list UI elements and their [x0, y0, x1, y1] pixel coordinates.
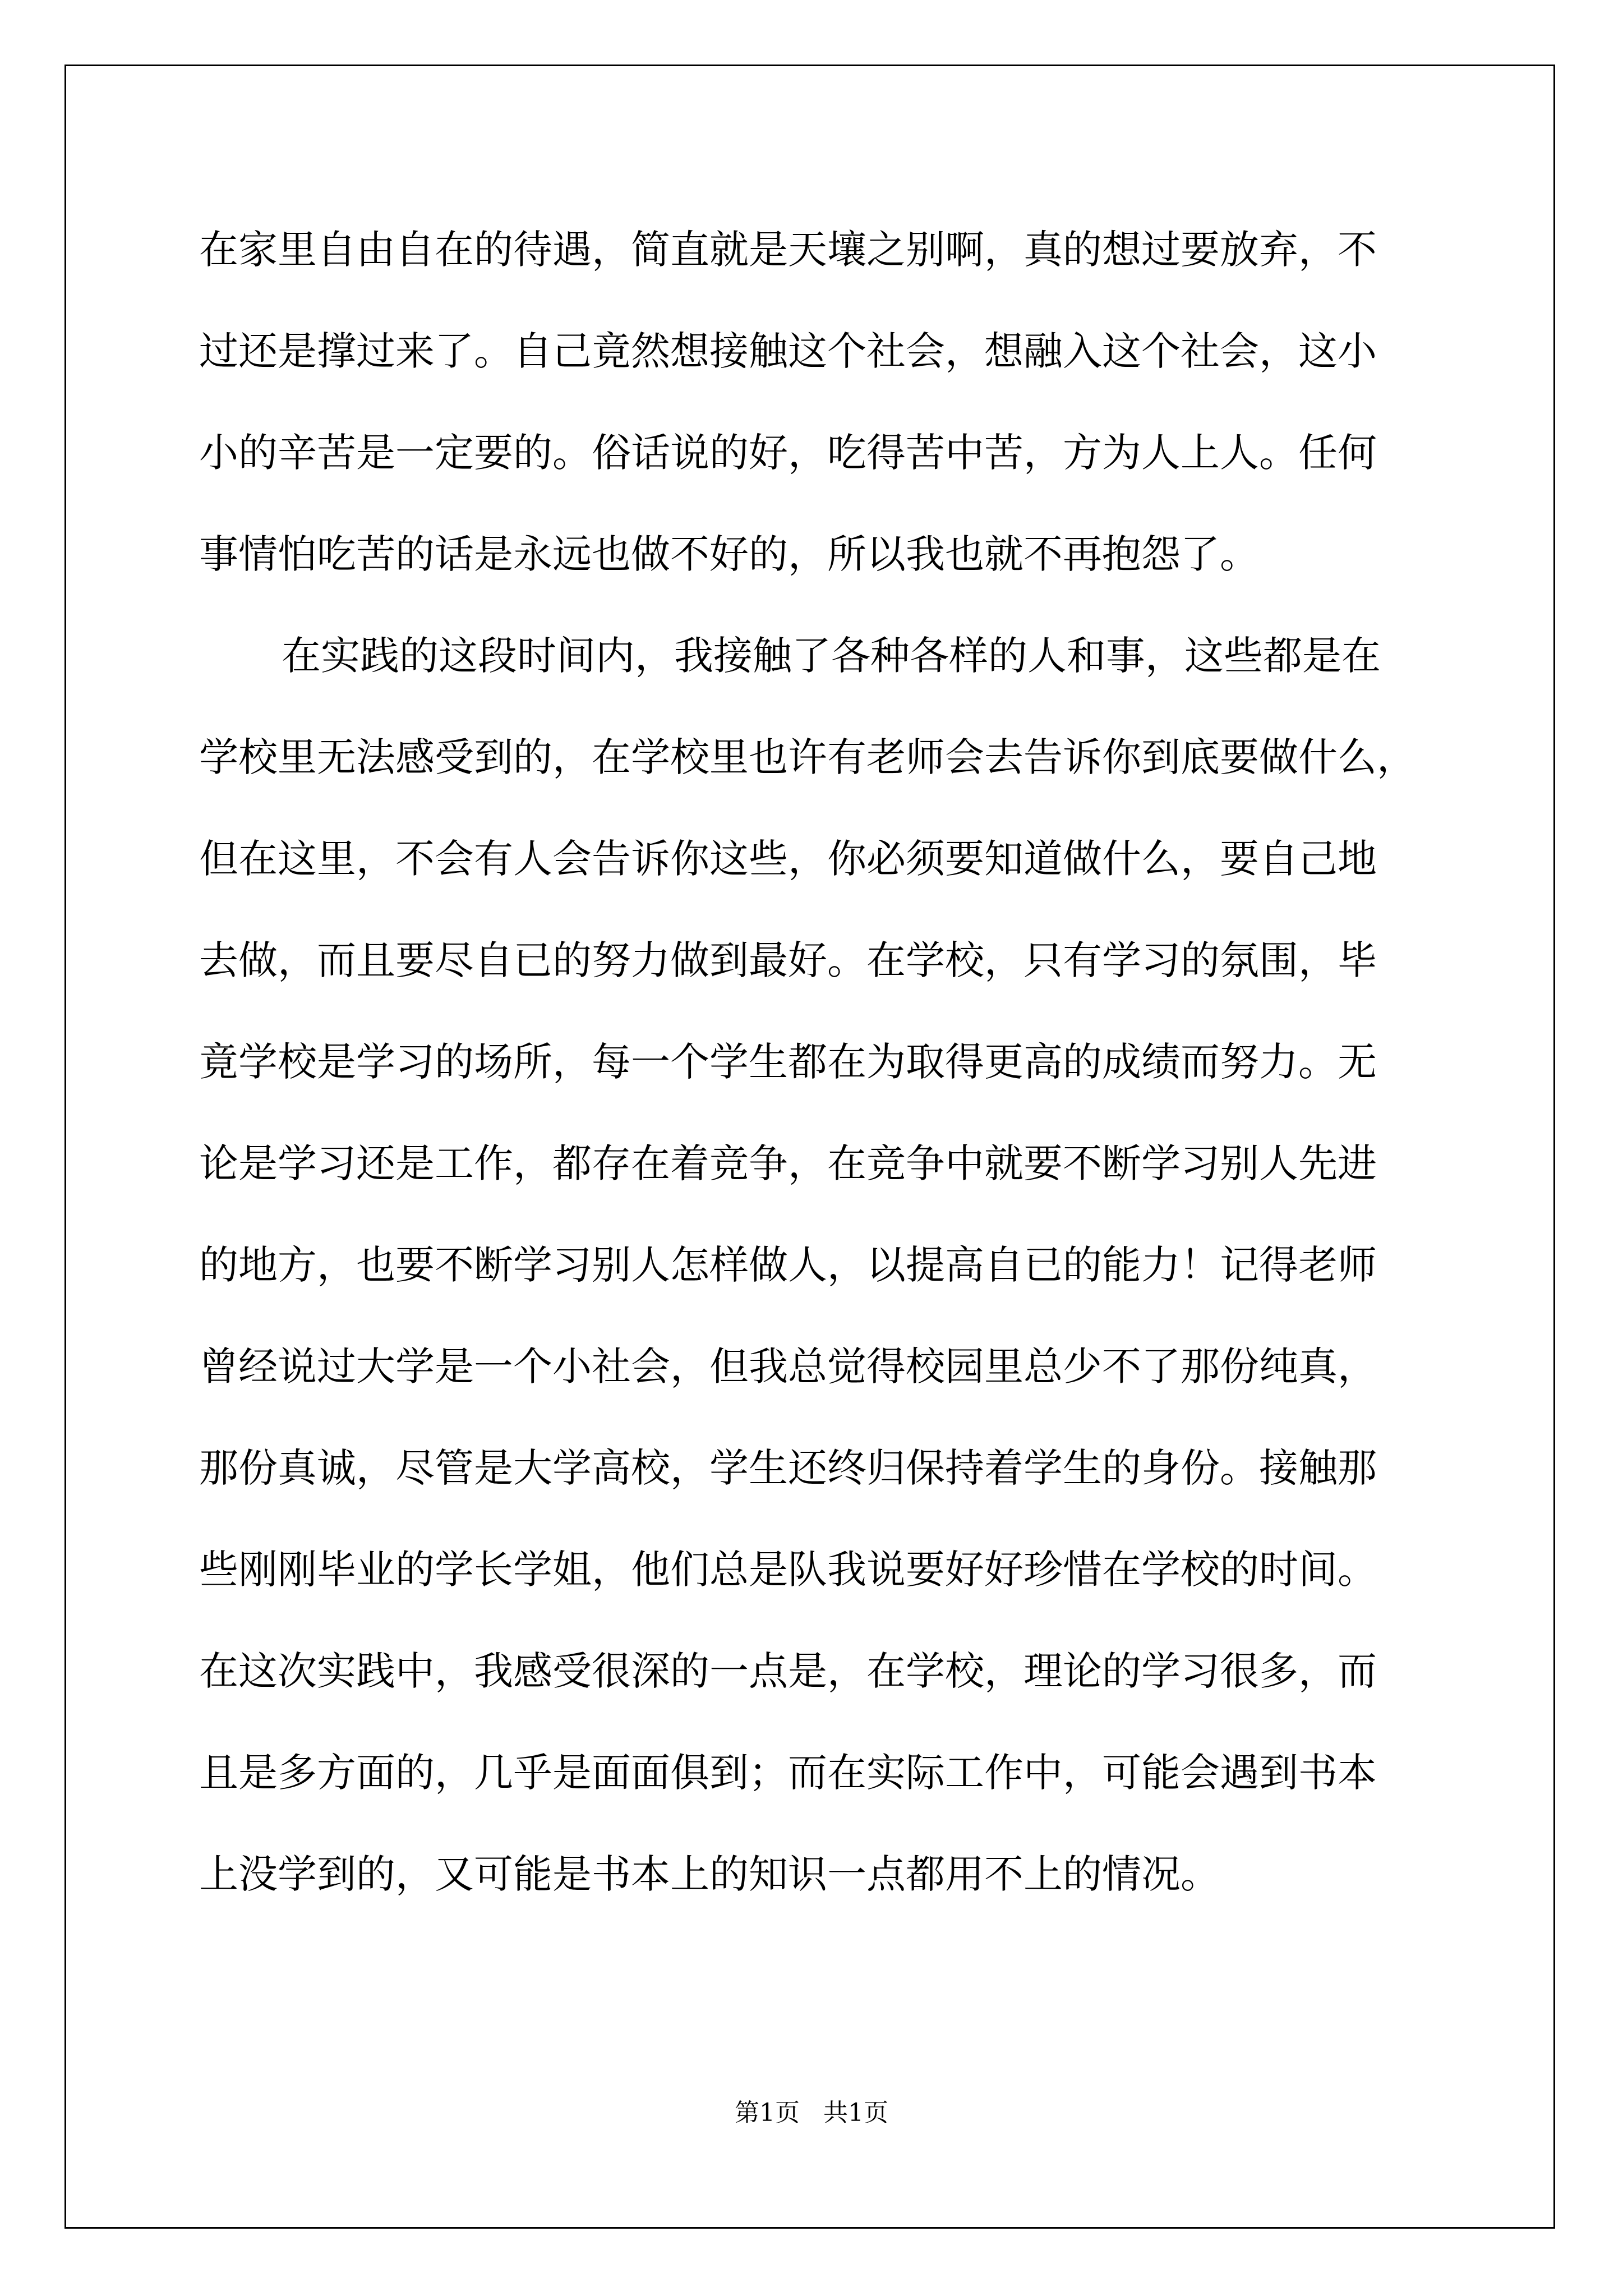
- text-line: 学校里无法感受到的，在学校里也许有老师会去告诉你到底要做什么，: [199, 734, 1416, 780]
- text-line: 竟学校是学习的场所，每一个学生都在为取得更高的成绩而努力。无: [199, 1039, 1377, 1085]
- text-line: 过还是撑过来了。自己竟然想接触这个社会，想融入这个社会，这小: [199, 328, 1377, 374]
- text-line: 那份真诚，尽管是大学高校，学生还终归保持着学生的身份。接触那: [199, 1445, 1377, 1491]
- text-line: 但在这里，不会有人会告诉你这些，你必须要知道做什么，要自己地: [199, 836, 1377, 882]
- text-line: 去做，而且要尽自已的努力做到最好。在学校，只有学习的氛围，毕: [199, 937, 1377, 983]
- text-line: 的地方，也要不断学习别人怎样做人，以提高自已的能力！记得老师: [199, 1242, 1377, 1288]
- text-line: 事情怕吃苦的话是永远也做不好的，所以我也就不再抱怨了。: [199, 531, 1259, 577]
- text-line: 在家里自由自在的待遇，简直就是天壤之别啊，真的想过要放弃，不: [199, 227, 1377, 273]
- text-line: 论是学习还是工作，都存在着竞争，在竞争中就要不断学习别人先进: [199, 1140, 1377, 1186]
- text-line: 小的辛苦是一定要的。俗话说的好，吃得苦中苦，方为人上人。任何: [199, 430, 1377, 476]
- text-line: 些刚刚毕业的学长学姐，他们总是队我说要好好珍惜在学校的时间。: [199, 1547, 1377, 1593]
- text-line: 在这次实践中，我感受很深的一点是，在学校，理论的学习很多，而: [199, 1648, 1377, 1694]
- text-line: 曾经说过大学是一个小社会，但我总觉得校园里总少不了那份纯真，: [199, 1343, 1377, 1389]
- text-line: 上没学到的，又可能是书本上的知识一点都用不上的情况。: [199, 1851, 1220, 1897]
- text-line-indented: 在实践的这段时间内，我接触了各种各样的人和事，这些都是在: [282, 633, 1381, 679]
- page-footer: 第1页 共1页: [735, 2099, 888, 2127]
- text-line: 且是多方面的，几乎是面面俱到；而在实际工作中，可能会遇到书本: [199, 1750, 1377, 1796]
